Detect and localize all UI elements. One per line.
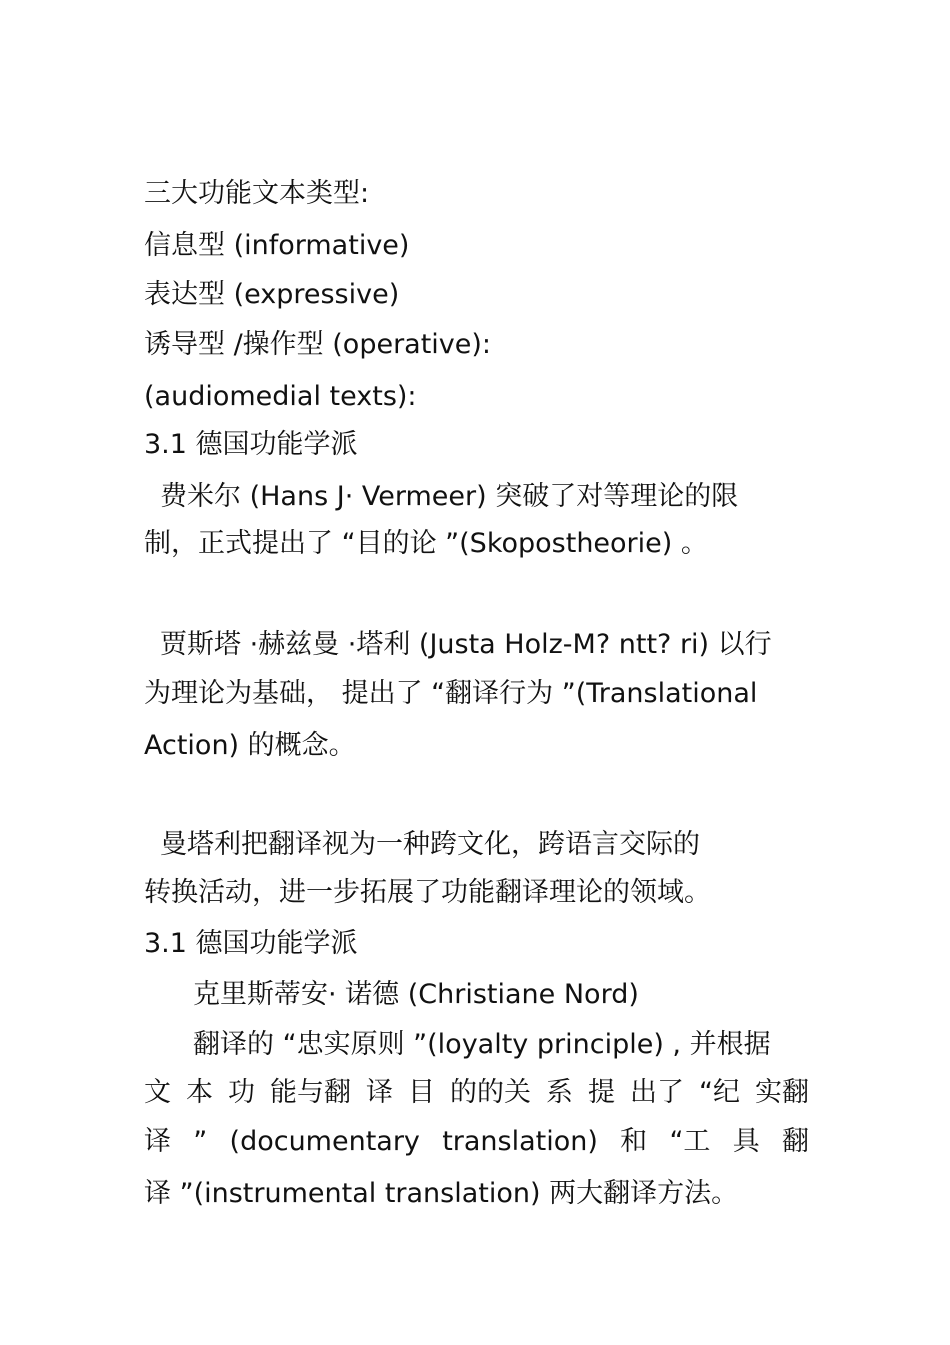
manta-paragraph-line: 曼塔利把翻译视为一种跨文化，跨语言交际的 (160, 829, 700, 860)
holz-paragraph-line: Action) 的概念。 (144, 730, 356, 761)
loyalty-paragraph-line: 译 ”(instrumental translation) 两大翻译方法。 (144, 1178, 739, 1209)
text-segment: (documentary (229, 1126, 420, 1157)
holz-paragraph-line: 为理论为基础， 提出了 “翻译行为 ”(Translational (144, 678, 758, 709)
type-expressive: 表达型 (expressive) (144, 279, 400, 310)
manta-paragraph-line: 转换活动，进一步拓展了功能翻译理论的领域。 (144, 877, 711, 908)
text-segment: ” (193, 1126, 208, 1157)
text-segment: 文 (144, 1077, 171, 1108)
vermeer-paragraph-line: 制，正式提出了 “目的论 ”(Skopostheorie) 。 (144, 528, 708, 559)
text-segment: “工 (669, 1126, 711, 1157)
holz-paragraph-line: 贾斯塔 ·赫兹曼 ·塔利 (Justa Holz-M? ntt? ri) 以行 (160, 629, 772, 660)
type-audiomedial: (audiomedial texts): (144, 381, 417, 412)
text-segment: translation) (442, 1126, 598, 1157)
text-segment: 能与翻 (270, 1077, 351, 1108)
text-segment: 目 (408, 1077, 435, 1108)
text-segment: “纪 (699, 1077, 740, 1108)
text-segment: 译 (144, 1126, 171, 1157)
text-segment: 实翻 (755, 1077, 809, 1108)
nord-name: 克里斯蒂安· 诺德 (Christiane Nord) (193, 979, 639, 1010)
loyalty-paragraph-line: 翻译的 “忠实原则 ”(loyalty principle) , 并根据 (193, 1029, 771, 1060)
text-segment: 和 (620, 1126, 648, 1157)
loyalty-paragraph-line (144, 1073, 809, 1113)
text-segment: 翻 (781, 1126, 809, 1157)
loyalty-paragraph-line (144, 1122, 809, 1162)
text-types-heading: 三大功能文本类型: (144, 178, 370, 209)
text-segment: 提 (588, 1077, 615, 1108)
type-informative: 信息型 (informative) (144, 230, 410, 261)
vermeer-paragraph-line: 费米尔 (Hans J· Vermeer) 突破了对等理论的限 (160, 481, 739, 512)
text-segment: 的的关 (450, 1077, 531, 1108)
type-operative: 诱导型 /操作型 (operative): (144, 329, 492, 360)
section-heading-functionalism: 3.1 德国功能学派 (144, 429, 358, 460)
text-segment: 系 (546, 1077, 573, 1108)
text-segment: 出了 (630, 1077, 684, 1108)
text-segment: 译 (366, 1077, 393, 1108)
section-heading-functionalism-2: 3.1 德国功能学派 (144, 928, 358, 959)
text-segment: 具 (732, 1126, 760, 1157)
text-segment: 功 (228, 1077, 255, 1108)
text-segment: 本 (186, 1077, 213, 1108)
